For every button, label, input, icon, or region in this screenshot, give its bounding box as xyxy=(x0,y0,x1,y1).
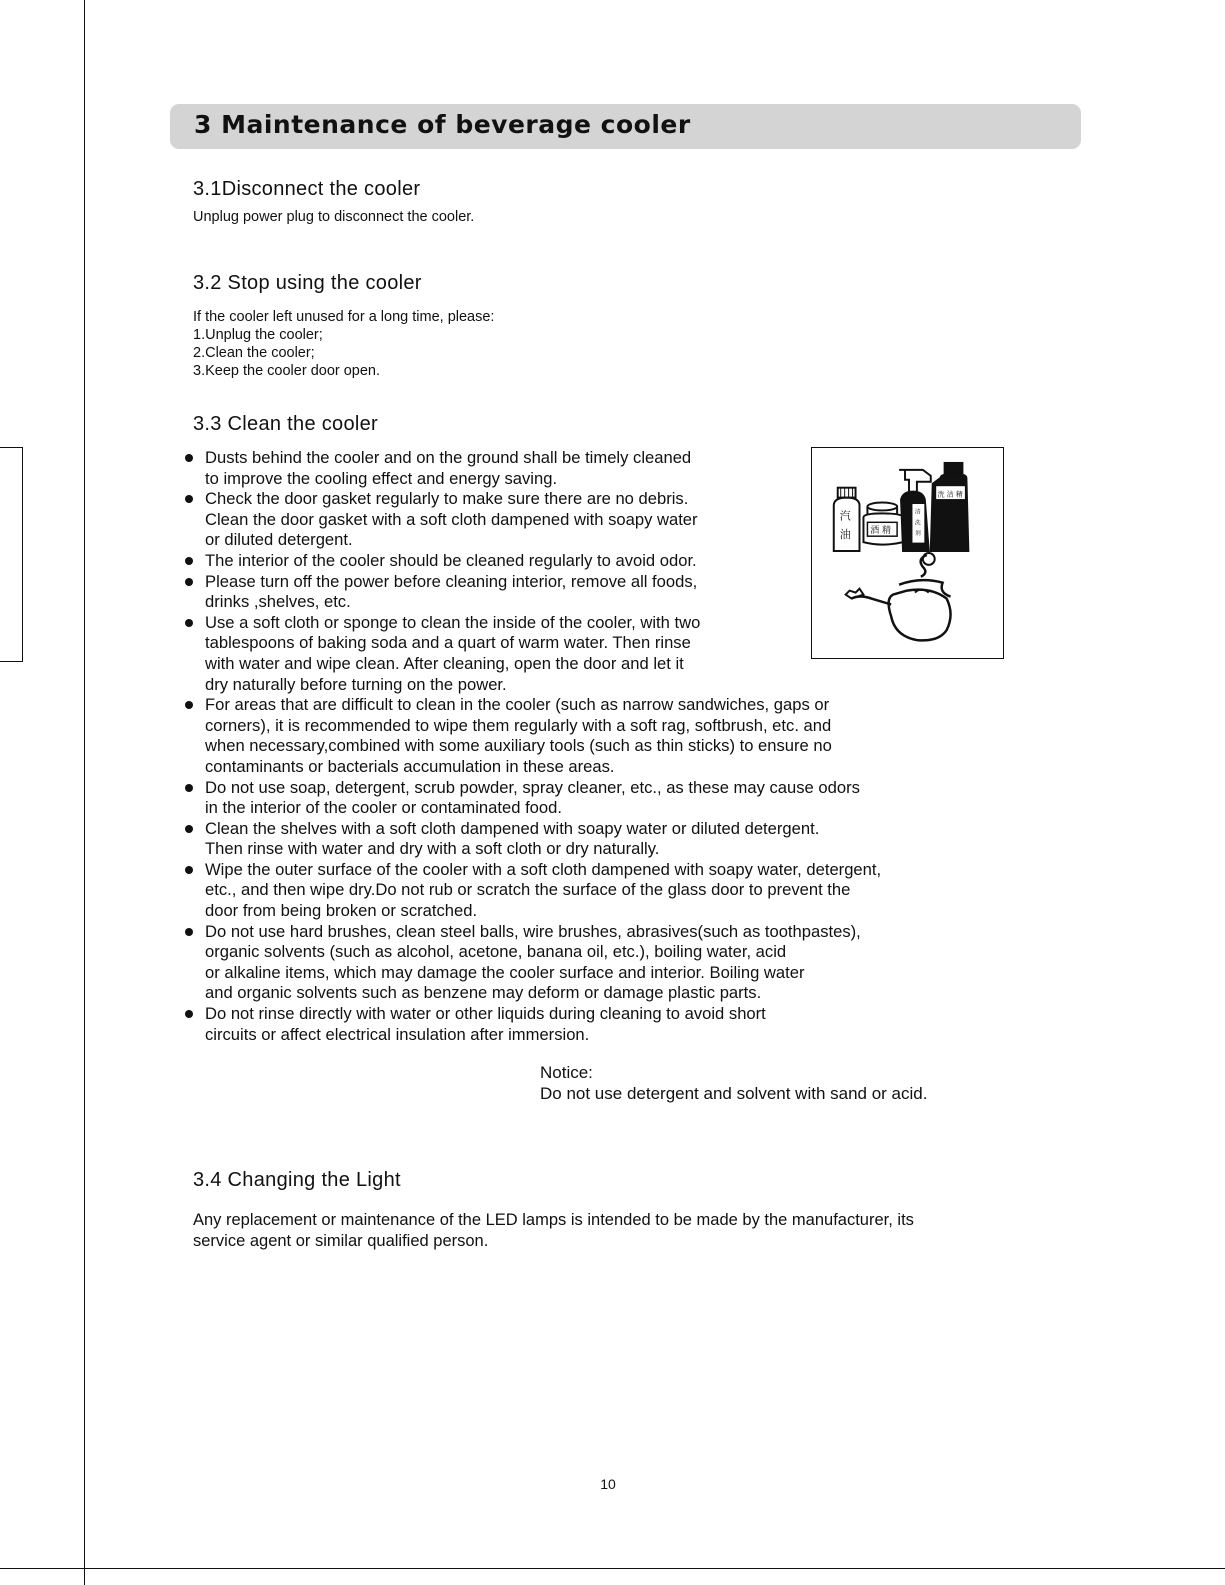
heading-3-4: 3.4 Changing the Light xyxy=(193,1169,401,1191)
light-change-line-1: Any replacement or maintenance of the LED lamps is intended to be made by the manufacturer, its xyxy=(193,1211,914,1229)
list-item: Do not rinse directly with water or other liquids during cleaning to avoid short circuits or affect electrical insulation after immersion. xyxy=(184,1004,1044,1045)
stop-using-step-2: 2.Clean the cooler; xyxy=(193,345,315,361)
disconnect-text: Unplug power plug to disconnect the cooler. xyxy=(193,209,475,225)
spray-bottle-icon xyxy=(899,470,931,551)
kettle-icon xyxy=(846,553,951,640)
left-margin-line xyxy=(84,0,85,1585)
svg-text:清: 清 xyxy=(914,508,921,516)
bottom-margin-line xyxy=(0,1568,1225,1569)
detergent-bottle-icon xyxy=(931,463,969,551)
stop-using-text xyxy=(193,308,494,380)
bullet-dot xyxy=(185,557,193,565)
section-title: 3 Maintenance of beverage cooler xyxy=(194,110,691,139)
bullet-dot xyxy=(185,454,193,462)
svg-text:剂: 剂 xyxy=(914,530,921,538)
list-item: Clean the shelves with a soft cloth dampened with soapy water or diluted detergent. Then rinse with water and dry with a soft cloth or dry naturally. xyxy=(184,819,1044,860)
alcohol-jar-icon xyxy=(863,503,903,545)
heading-3-2: 3.2 Stop using the cooler xyxy=(193,272,422,294)
svg-text:汽: 汽 xyxy=(839,509,851,523)
list-item: For areas that are difficult to clean in the cooler (such as narrow sandwiches, gaps or corners), it is recommended to wipe them regularly with a soft rag, softbrush, etc. and when necessary,combined with some auxiliary tools (such as thin sticks) to ensure no contaminants or bacterials accumulation in these areas. xyxy=(184,695,1044,777)
bullet-dot xyxy=(185,784,193,792)
bullet-dot xyxy=(185,578,193,586)
heading-3-1: 3.1Disconnect the cooler xyxy=(193,178,421,200)
bullet-dot xyxy=(185,1010,193,1018)
cleaning-products-illustration xyxy=(811,447,1004,659)
bullet-dot xyxy=(185,701,193,709)
notice-label: Notice: xyxy=(540,1063,593,1082)
list-item: Wipe the outer surface of the cooler with a soft cloth dampened with soapy water, detergent, etc., and then wipe dry.Do not rub or scratch the surface of the glass door to prevent the door from being broken or scratched. xyxy=(184,860,1044,922)
list-item: Please turn off the power before cleaning interior, remove all foods, drinks ,shelves, etc. xyxy=(184,572,1044,613)
stop-using-step-1: 1.Unplug the cooler; xyxy=(193,327,323,343)
bullet-dot xyxy=(185,866,193,874)
list-item: The interior of the cooler should be cleaned regularly to avoid odor. xyxy=(184,551,1044,572)
light-change-line-2: service agent or similar qualified person. xyxy=(193,1232,489,1250)
page-number: 10 xyxy=(600,1476,616,1492)
list-item: Do not use soap, detergent, scrub powder, spray cleaner, etc., as these may cause odors in the interior of the cooler or contaminated food. xyxy=(184,778,1044,819)
svg-text:洗 洁 精: 洗 洁 精 xyxy=(937,490,963,499)
bullet-dot xyxy=(185,825,193,833)
light-change-text xyxy=(193,1210,914,1252)
bullet-dot xyxy=(185,619,193,627)
list-item: Dusts behind the cooler and on the ground shall be timely cleaned to improve the cooling effect and energy saving. xyxy=(184,448,1044,489)
notice-block xyxy=(540,1062,927,1104)
list-item: Check the door gasket regularly to make sure there are no debris. Clean the door gasket with a soft cloth dampened with soapy water or diluted detergent. xyxy=(184,489,1044,551)
stop-using-step-3: 3.Keep the cooler door open. xyxy=(193,363,381,379)
bullet-dot xyxy=(185,928,193,936)
edge-bracket xyxy=(0,447,23,662)
notice-text: Do not use detergent and solvent with sand or acid. xyxy=(540,1084,928,1103)
bullet-dot xyxy=(185,495,193,503)
section-header xyxy=(170,104,1081,149)
list-item: Use a soft cloth or sponge to clean the inside of the cooler, with two tablespoons of baking soda and a quart of warm water. Then rinse with water and wipe clean. After cleaning, open the door and let it dry naturally before turning on the power. xyxy=(184,613,1044,695)
gasoline-bottle-icon xyxy=(834,488,860,551)
heading-3-3: 3.3 Clean the cooler xyxy=(193,413,379,435)
list-item: Do not use hard brushes, clean steel balls, wire brushes, abrasives(such as toothpastes), organic solvents (such as alcohol, acetone, banana oil, etc.), boiling water, acid or alkaline items, which may damage the cooler surface and interior. Boiling water and organic solvents such as benzene may deform or damage plastic parts. xyxy=(184,922,1044,1004)
svg-text:洗: 洗 xyxy=(914,519,921,527)
stop-using-intro: If the cooler left unused for a long time, please: xyxy=(193,309,495,325)
svg-text:酒 精: 酒 精 xyxy=(870,526,891,537)
svg-text:油: 油 xyxy=(839,528,851,542)
